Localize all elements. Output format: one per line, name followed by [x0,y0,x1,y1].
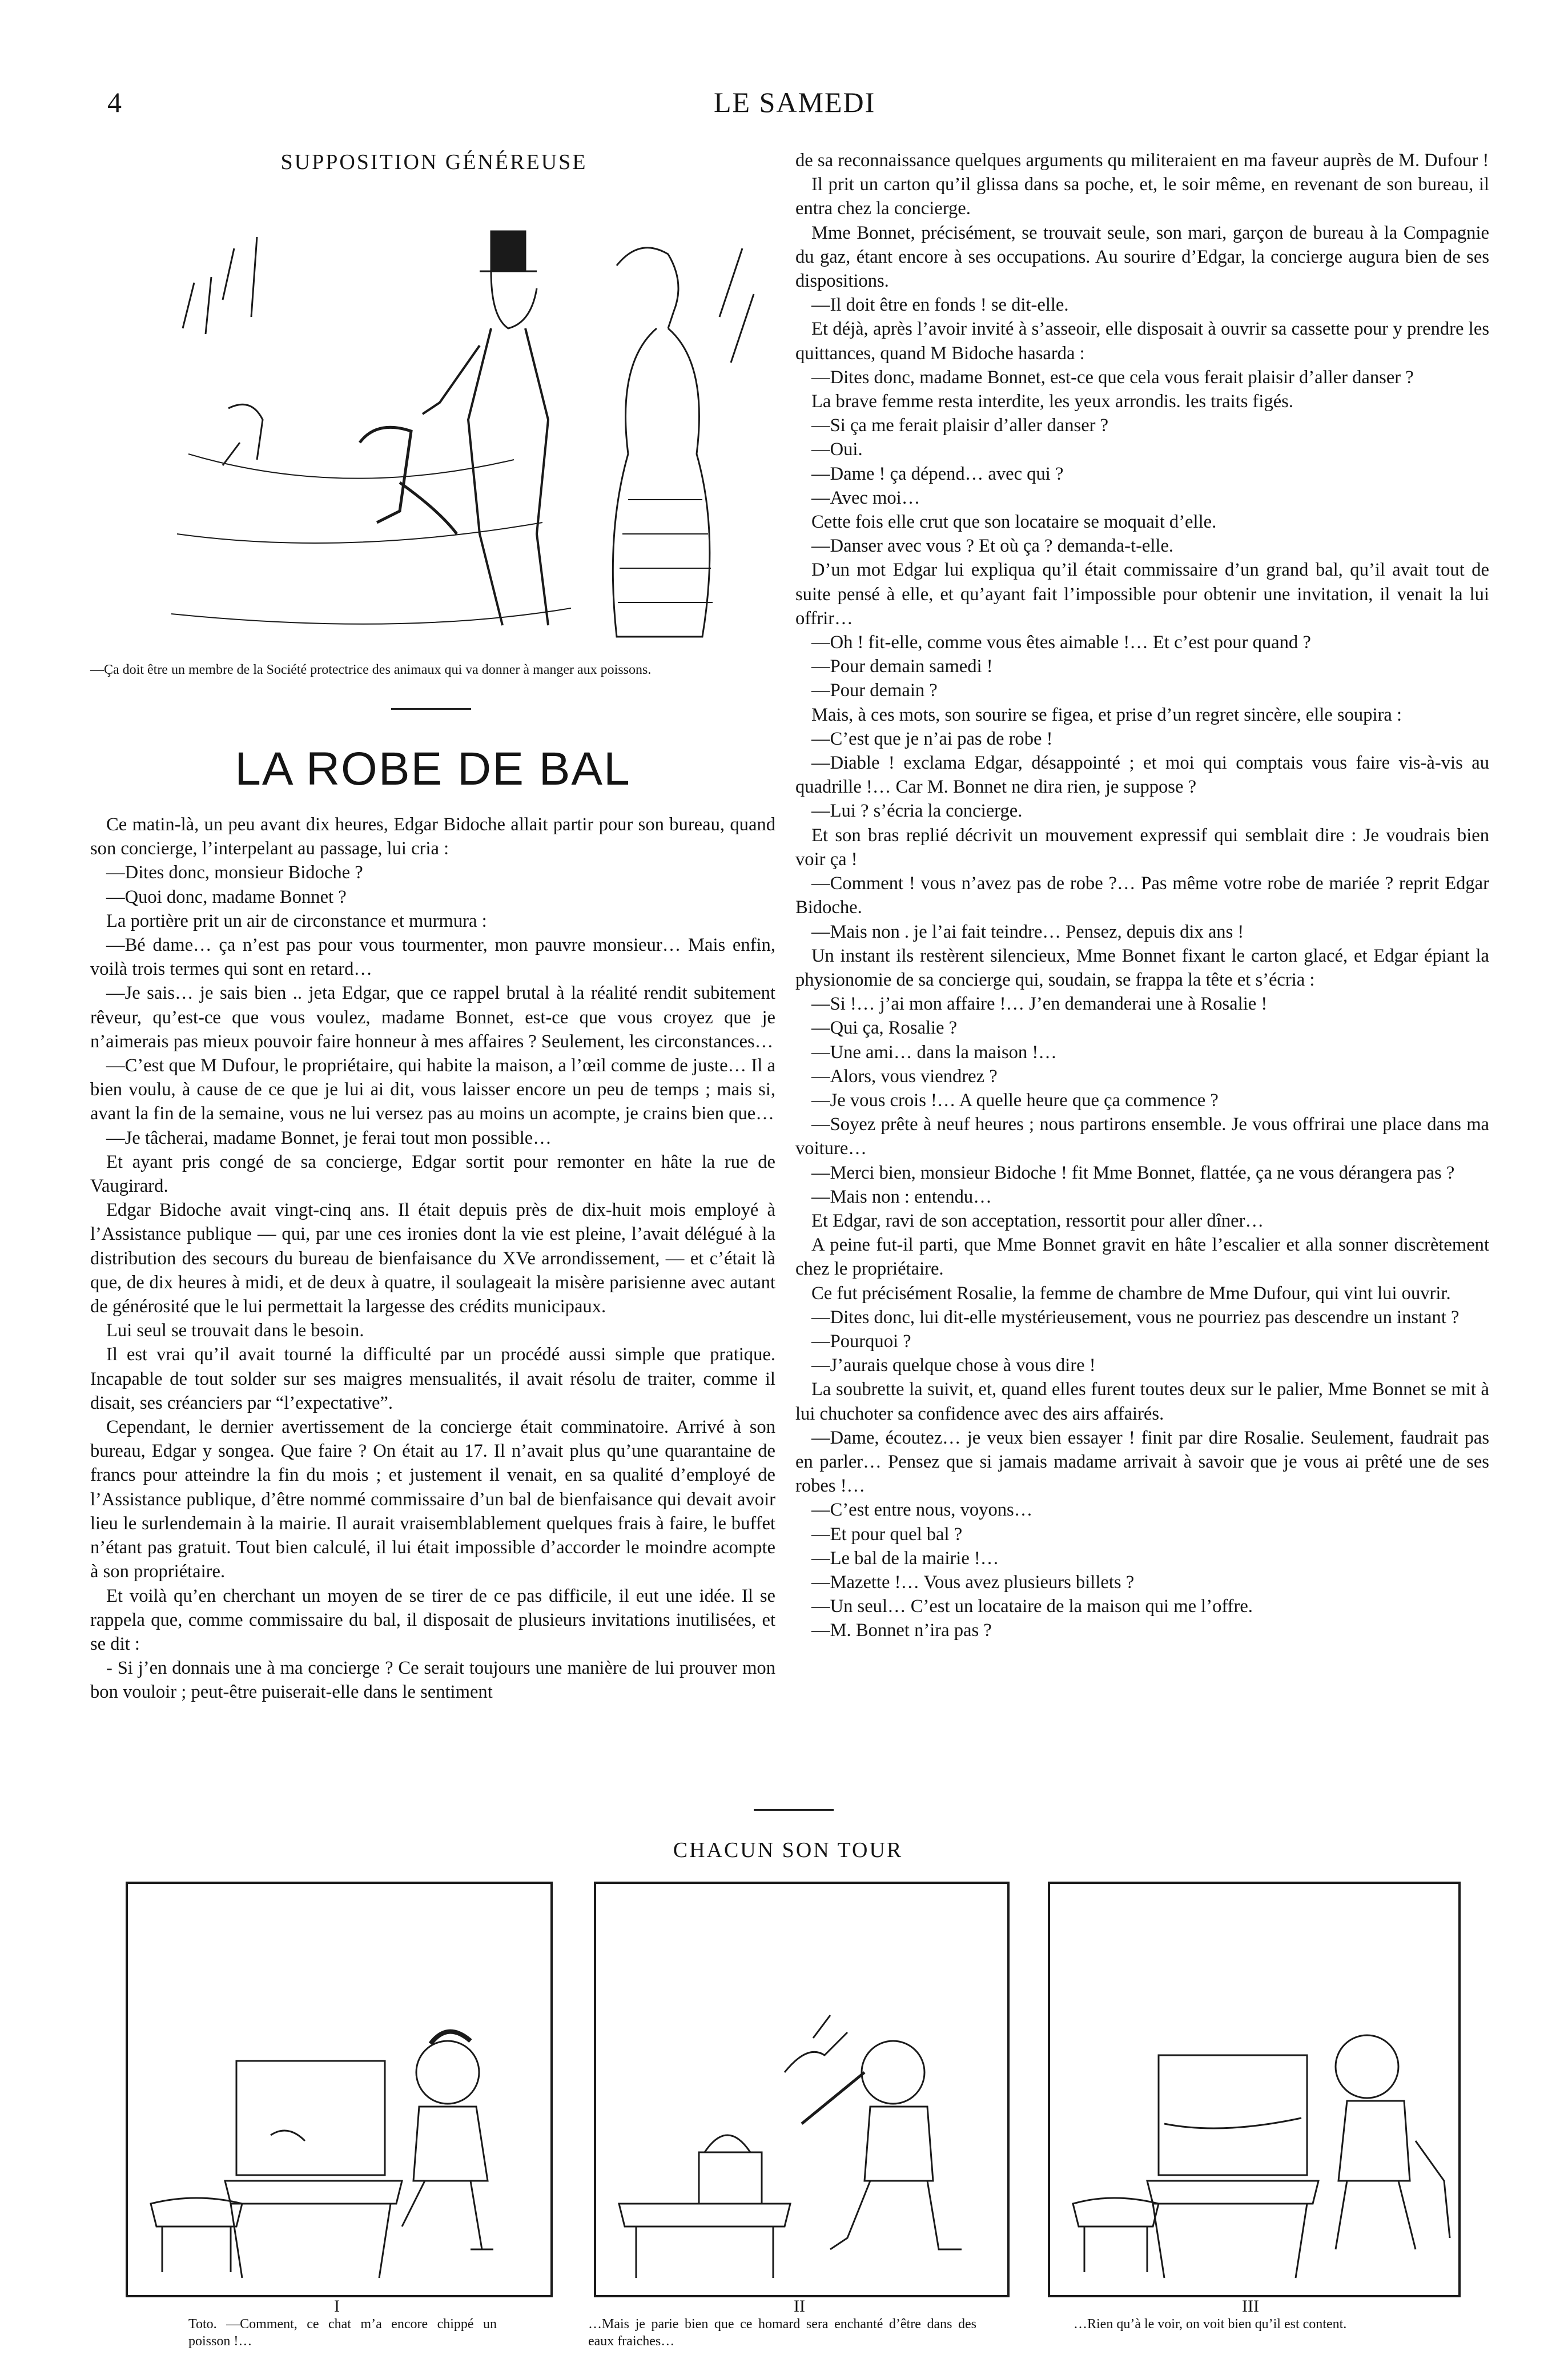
paragraph: La brave femme resta interdite, les yeux arrondis. les traits figés. [811,391,1294,412]
story-title: LA ROBE DE BAL [235,743,631,795]
paragraph: —Qui ça, Rosalie ? [811,1018,958,1039]
paragraph: Lui seul se trouvait dans le besoin. [106,1320,364,1341]
paragraph: —Un seul… C’est un locataire de la maison qui me l’offre. [811,1596,1253,1617]
paragraph: —Diable ! exclama Edgar, désappointé ; et moi qui comptais vous faire vis-à-vis au quadrille !… Car M. Bonnet ne dira rien, je suppose ? [795,753,1489,798]
paragraph: Il est vrai qu’il avait tourné la difficulté par un procédé aussi simple que pratique. Incapable de tout solder sur ses maigres mensualités, il avait résolu de traiter, comme il disait, ses créanciers par “l’expectative”. [90,1344,775,1413]
paragraph: —Quoi donc, madame Bonnet ? [106,886,347,907]
paragraph: —Danser avec vous ? Et où ça ? demanda-t-elle. [811,536,1174,557]
paragraph: —C’est que M Dufour, le propriétaire, qui habite la maison, a l’œil comme de juste… Il a bien voulu, à cause de ce que je lui ai dit, vous laisser encore un peu de temps ; mais si, avant la fin de la semaine, vous ne lui versez pas au moins un acompte, je crains bien que… [90,1055,775,1124]
paragraph: —Pour demain ? [811,680,938,701]
newspaper-title: LE SAMEDI [714,86,876,118]
paragraph: —Dites donc, monsieur Bidoche ? [106,862,363,883]
paragraph: —Mais non : entendu… [811,1186,992,1207]
paragraph: de sa reconnaissance quelques arguments qu militeraient en ma faveur auprès de M. Dufour ! [795,150,1489,171]
paragraph: Edgar Bidoche avait vingt-cinq ans. Il était depuis près de dix-huit mois employé à l’Assistance publique — qui, par une ces ironies dont la vie est pleine, l’avait délégué à la distribution des secours du bureau de bienfaisance du XVe arrondissement, — et c’était là que, de dix heures à midi, et de deux à quatre, il soulageait la misère parisienne avec autant de générosité que le lui permettait la largesse des crédits municipaux. [90,1200,775,1317]
paragraph: Et ayant pris congé de sa concierge, Edgar sortit pour remonter en hâte la rue de Vaugirard. [90,1151,775,1197]
paragraph: Ce matin-là, un peu avant dix heures, Edgar Bidoche allait partir pour son bureau, quand son concierge, l’interpelant au passage, lui cria : [90,814,775,859]
paragraph: Mais, à ces mots, son sourire se figea, et prise d’un regret sincère, elle soupira : [811,704,1402,725]
paragraph: —Mais non . je l’ai fait teindre… Pensez, depuis dix ans ! [811,921,1244,942]
page-number: 4 [107,86,123,118]
story-left-column [90,813,775,1705]
paragraph: —Alors, vous viendrez ? [811,1066,998,1087]
paragraph: —Merci bien, monsieur Bidoche ! fit Mme Bonnet, flattée, ça ne vous dérangera pas ? [811,1162,1455,1183]
panel-2-drawing [596,1884,1007,2295]
paragraph: —Avec moi… [811,487,920,508]
illustration-caption: —Ça doit être un membre de la Société protectrice des animaux qui va donner à manger aux poissons. [90,662,652,677]
paragraph: —Il doit être en fonds ! se dit-elle. [811,295,1069,316]
paragraph: Et voilà qu’en cherchant un moyen de se tirer de ce pas difficile, il eut une idée. Il se rappela que, comme commissaire du bal, il disposait de plusieurs invitations inutilisées, et se dit : [90,1585,775,1654]
comic-title: CHACUN SON TOUR [673,1838,903,1862]
paragraph: —Je sais… je sais bien .. jeta Edgar, que ce rappel brutal à la réalité rendit subitement rêveur, qu’est-ce que vous voulez, madame Bonnet, est-ce que vous croyez que je n’aimerais pas mieux pouvoir faire honneur à mes affaires ? Seulement, les circonstances… [90,983,775,1052]
paragraph: —Dites donc, lui dit-elle mystérieusement, vous ne pourriez pas descendre un instant ? [811,1307,1460,1328]
paragraph: —Dame, écoutez… je veux bien essayer ! finit par dire Rosalie. Seulement, faudrait pas en parler… Pensez que si jamais madame arrivait à savoir que je vous ai prêté une de ses robes !… [795,1427,1489,1497]
panel-caption: …Rien qu’à le voir, on voit bien qu’il est content. [1074,2317,1347,2332]
paragraph: Cependant, le dernier avertissement de la concierge était comminatoire. Arrivé à son bureau, Edgar y songea. Que faire ? On était au 17. Il n’avait plus qu’une quarantaine de francs pour atteindre la fin du mois ; et justement il venait, en sa qualité d’employé de l’Assistance publique, d’être nommé commissaire d’un bal de bienfaisance qui devait avoir lieu le surlendemain à la mairie. Il aurait vraisemblablement quelques frais à faire, le buffet n’étant pas gratuit. Tout bien calculé, il lui était impossible d’accorder le moindre acompte à son propriétaire. [90,1417,775,1582]
paragraph: —M. Bonnet n’ira pas ? [811,1620,992,1641]
paragraph: —J’aurais quelque chose à vous dire ! [811,1355,1096,1376]
panel-caption: Toto. —Comment, ce chat m’a encore chippé un poisson !… [188,2317,497,2349]
paragraph: —Le bal de la mairie !… [811,1548,999,1569]
paragraph: D’un mot Edgar lui expliqua qu’il était commissaire d’un grand bal, qu’il avait tout de suite pensé à elle, et qu’ayant fait l’impossible pour obtenir une invitation, il venait la lui offrir… [795,560,1489,629]
paragraph: Cette fois elle crut que son locataire se moquait d’elle. [811,512,1217,533]
illustration-title: SUPPOSITION GÉNÉREUSE [280,150,588,174]
panel-number: I [334,2297,340,2316]
paragraph: Et son bras replié décrivit un mouvement expressif qui semblait dire : Je voudrais bien voir ça ! [795,825,1489,870]
paragraph: —Je vous crois !… A quelle heure que ça commence ? [811,1090,1219,1111]
paragraph: —Dame ! ça dépend… avec qui ? [811,463,1064,484]
panel-number: II [794,2297,805,2316]
panel-number: III [1242,2297,1259,2316]
story-right-column [795,148,1489,1643]
paragraph: —Si !… j’ai mon affaire !… J’en demanderai une à Rosalie ! [811,994,1268,1015]
paragraph: —Pourquoi ? [811,1331,911,1352]
paragraph: —Je tâcherai, madame Bonnet, je ferai tout mon possible… [106,1127,552,1148]
paragraph: Ce fut précisément Rosalie, la femme de chambre de Mme Dufour, qui vint lui ouvrir. [811,1283,1451,1304]
paragraph: —Oui. [811,439,863,460]
paragraph: —Pour demain samedi ! [811,656,993,677]
paragraph: Et Edgar, ravi de son acceptation, ressortit pour aller dîner… [811,1210,1264,1231]
comic-panel-2 [594,1882,1010,2297]
panel-3-drawing [1050,1884,1458,2295]
paragraph: Il prit un carton qu’il glissa dans sa poche, et, le soir même, en revenant de son bureau, il entra chez la concierge. [795,174,1489,219]
paragraph: Un instant ils restèrent silencieux, Mme Bonnet fixant le carton glacé, et Edgar épiant la physionomie de sa concierge qui, soudain, se frappa la tête et s’écria : [795,945,1489,990]
comic-panel-1 [126,1882,553,2297]
paragraph: —Si ça me ferait plaisir d’aller danser ? [811,415,1109,436]
comic-panel-3 [1048,1882,1461,2297]
skating-illustration [171,214,759,648]
paragraph: —C’est que je n’ai pas de robe ! [811,728,1053,749]
paragraph: Mme Bonnet, précisément, se trouvait seule, son mari, garçon de bureau à la Compagnie du gaz, étant encore à ses occupations. Au sourire d’Edgar, la concierge augura bien de ses dispositions. [795,222,1489,292]
paragraph: —Une ami… dans la maison !… [811,1042,1057,1063]
paragraph: —Bé dame… ça n’est pas pour vous tourmenter, mon pauvre monsieur… Mais enfin, voilà trois termes qui sont en retard… [90,935,775,980]
paragraph: —Dites donc, madame Bonnet, est-ce que cela vous ferait plaisir d’aller danser ? [811,367,1414,388]
paragraph: —Mazette !… Vous avez plusieurs billets ? [811,1572,1135,1593]
paragraph: —C’est entre nous, voyons… [811,1500,1033,1521]
paragraph: - Si j’en donnais une à ma concierge ? Ce serait toujours une manière de lui prouver mon bon vouloir ; peut-être puiserait-elle dans le sentiment [90,1658,775,1703]
paragraph: —Soyez prête à neuf heures ; nous partirons ensemble. Je vous offrirai une place dans ma voiture… [795,1114,1489,1159]
paragraph: La soubrette la suivit, et, quand elles furent toutes deux sur le palier, Mme Bonnet se mit à lui chuchoter sa confidence avec des airs affairés. [795,1379,1489,1424]
paragraph: Et déjà, après l’avoir invité à s’asseoir, elle disposait à ouvrir sa cassette pour y prendre les quittances, quand M Bidoche hasarda : [795,319,1489,364]
paragraph: —Lui ? s’écria la concierge. [811,801,1023,822]
paragraph: —Et pour quel bal ? [811,1524,963,1545]
divider [754,1809,834,1811]
divider [391,708,471,710]
paragraph: —Comment ! vous n’avez pas de robe ?… Pas même votre robe de mariée ? reprit Edgar Bidoche. [795,873,1489,918]
paragraph: —Oh ! fit-elle, comme vous êtes aimable !… Et c’est pour quand ? [811,632,1311,653]
panel-1-drawing [128,1884,550,2295]
paragraph: La portière prit un air de circonstance et murmura : [106,910,487,931]
paragraph: A peine fut-il parti, que Mme Bonnet gravit en hâte l’escalier et alla sonner discrètement chez le propriétaire. [795,1235,1489,1280]
panel-caption: …Mais je parie bien que ce homard sera enchanté d’être dans des eaux fraiches… [588,2317,976,2349]
